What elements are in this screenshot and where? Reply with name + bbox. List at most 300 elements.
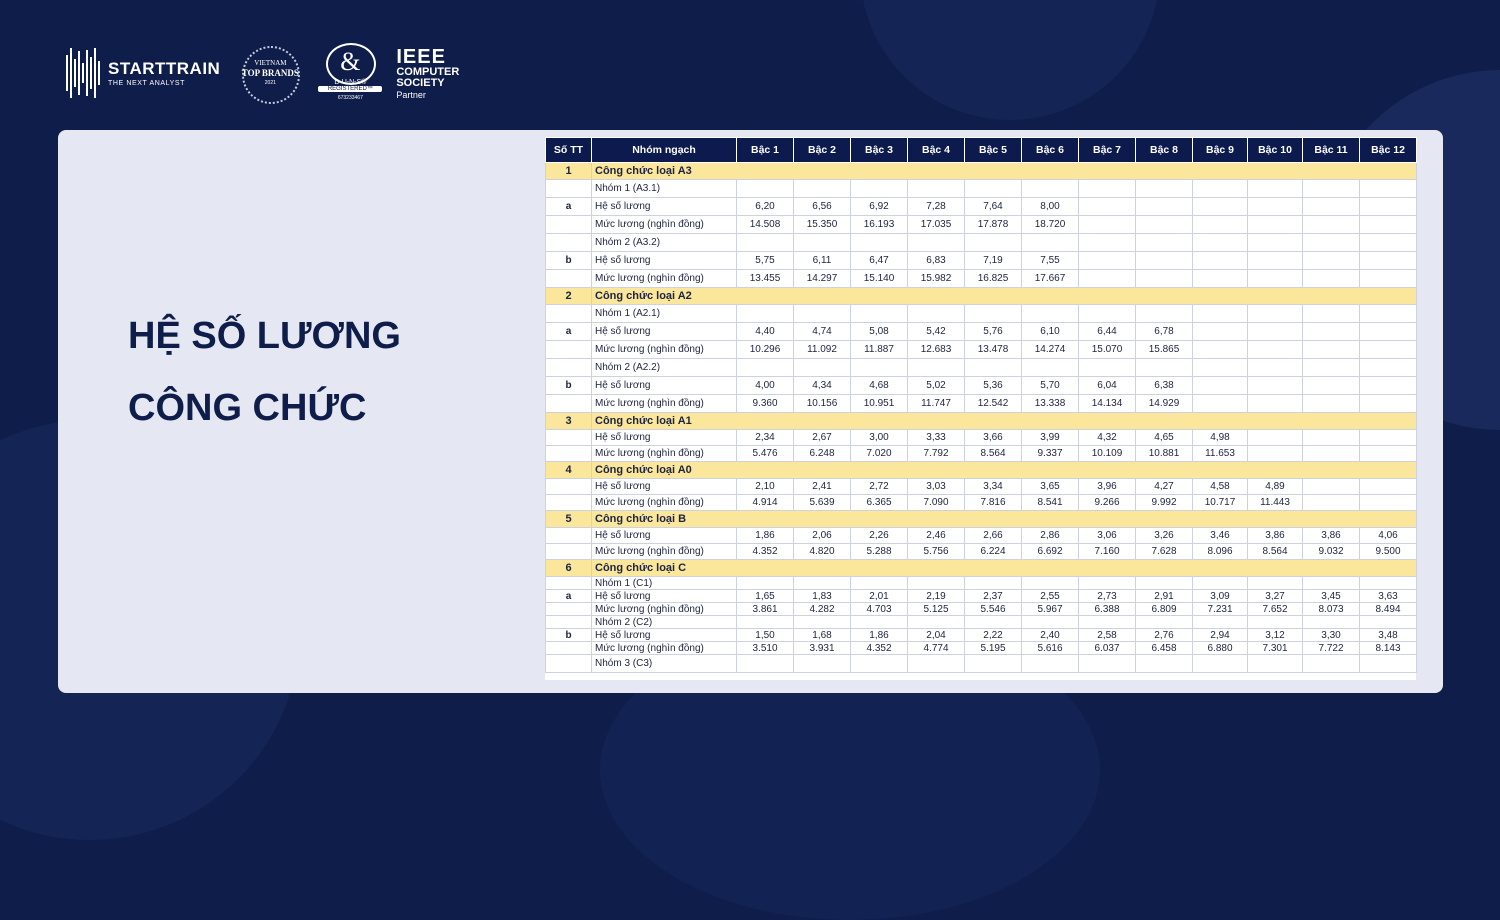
table-cell: 10.717 [1193,495,1248,511]
table-cell [1360,655,1417,673]
table-cell: 4.820 [794,544,851,560]
column-header: Bậc 7 [1079,138,1136,163]
table-cell [1079,234,1136,252]
table-cell: 17.878 [965,216,1022,234]
table-cell [1193,577,1248,590]
table-cell: 7.301 [1248,642,1303,655]
table-cell: 3.861 [737,603,794,616]
table-cell [851,305,908,323]
table-cell [908,305,965,323]
row-number: 4 [546,462,592,479]
table-cell [1360,495,1417,511]
table-cell: 5,36 [965,377,1022,395]
row-number [546,479,592,495]
table-cell [851,577,908,590]
category-row [546,288,1417,305]
row-label: Hệ số lương [592,430,737,446]
table-cell: 6,11 [794,252,851,270]
table-cell: 17.667 [1022,270,1079,288]
table-cell: 4,32 [1079,430,1136,446]
table-cell: 4,98 [1193,430,1248,446]
table-cell: 6,78 [1136,323,1193,341]
table-cell: 2,19 [908,590,965,603]
category-name: Công chức loại C [592,560,1417,577]
table-cell [1248,323,1303,341]
table-cell: 2,10 [737,479,794,495]
row-number: 1 [546,163,592,180]
table-cell [794,655,851,673]
table-cell: 3,86 [1303,528,1360,544]
table-cell [737,234,794,252]
table-cell: 13.338 [1022,395,1079,413]
table-row [546,590,1417,603]
table-cell [794,577,851,590]
table-cell: 15.865 [1136,341,1193,359]
table-row [546,359,1417,377]
table-cell: 18.720 [1022,216,1079,234]
column-header: Bậc 8 [1136,138,1193,163]
table-cell: 2,91 [1136,590,1193,603]
table-cell [908,655,965,673]
row-number: a [546,198,592,216]
table-cell [1136,234,1193,252]
table-cell: 11.092 [794,341,851,359]
category-name: Công chức loại A3 [592,163,1417,180]
table-cell: 3,33 [908,430,965,446]
table-cell [1248,377,1303,395]
table-cell [1193,377,1248,395]
table-cell [851,655,908,673]
table-cell: 3,06 [1079,528,1136,544]
table-cell: 9.032 [1303,544,1360,560]
table-cell: 6.458 [1136,642,1193,655]
table-row [546,603,1417,616]
table-cell: 10.296 [737,341,794,359]
table-body [546,163,1417,673]
table-cell [851,234,908,252]
table-cell: 9.337 [1022,446,1079,462]
table-cell: 7,55 [1022,252,1079,270]
table-cell: 3,99 [1022,430,1079,446]
table-cell [1303,234,1360,252]
table-cell: 6,38 [1136,377,1193,395]
table-cell: 5.476 [737,446,794,462]
table-cell: 3,12 [1248,629,1303,642]
row-label: Nhóm 2 (C2) [592,616,737,629]
row-label: Hệ số lương [592,629,737,642]
table-cell: 2,72 [851,479,908,495]
table-cell: 11.747 [908,395,965,413]
table-cell [1248,395,1303,413]
table-cell: 5.125 [908,603,965,616]
row-number: a [546,323,592,341]
table-cell [1303,359,1360,377]
row-label: Mức lương (nghìn đồng) [592,495,737,511]
table-cell [965,616,1022,629]
table-cell: 6.037 [1079,642,1136,655]
table-cell: 7.792 [908,446,965,462]
table-cell [1079,305,1136,323]
table-cell [1360,270,1417,288]
table-cell: 2,86 [1022,528,1079,544]
table-cell [851,180,908,198]
table-cell [1079,616,1136,629]
table-cell: 7.816 [965,495,1022,511]
table-cell [1360,479,1417,495]
table-cell [1193,252,1248,270]
table-row [546,655,1417,673]
table-cell [1248,616,1303,629]
table-cell [1079,359,1136,377]
table-cell [1360,341,1417,359]
salary-table-container [545,137,1416,680]
table-cell [1193,198,1248,216]
table-cell: 1,83 [794,590,851,603]
table-cell [965,655,1022,673]
row-number [546,270,592,288]
table-cell: 6,83 [908,252,965,270]
category-name: Công chức loại A0 [592,462,1417,479]
table-cell: 6.809 [1136,603,1193,616]
table-cell [965,577,1022,590]
table-cell: 6.880 [1193,642,1248,655]
header-logos [66,44,459,102]
column-header: Bậc 2 [794,138,851,163]
table-cell [1303,655,1360,673]
table-cell [1248,655,1303,673]
duns-registered-badge: & D-U-N-S® REGISTERED™ 673233467 [318,43,382,103]
table-cell [1303,430,1360,446]
row-label: Mức lương (nghìn đồng) [592,642,737,655]
table-cell: 6,04 [1079,377,1136,395]
table-cell: 3,45 [1303,590,1360,603]
table-cell [1303,616,1360,629]
table-cell [737,616,794,629]
row-number [546,616,592,629]
table-cell: 3,86 [1248,528,1303,544]
table-cell [1022,655,1079,673]
table-cell: 4.774 [908,642,965,655]
column-header: Bậc 11 [1303,138,1360,163]
table-cell: 15.982 [908,270,965,288]
table-cell: 10.881 [1136,446,1193,462]
table-cell [1022,234,1079,252]
table-cell [1079,216,1136,234]
table-cell: 5.288 [851,544,908,560]
row-label: Nhóm 2 (A3.2) [592,234,737,252]
table-cell: 15.350 [794,216,851,234]
table-cell: 4.352 [851,642,908,655]
category-name: Công chức loại A1 [592,413,1417,430]
table-row [546,305,1417,323]
table-cell: 6.388 [1079,603,1136,616]
table-cell [1360,198,1417,216]
column-header: Bậc 4 [908,138,965,163]
table-cell [1360,216,1417,234]
table-row [546,629,1417,642]
table-cell: 3,34 [965,479,1022,495]
table-cell: 7.160 [1079,544,1136,560]
table-cell [1303,495,1360,511]
table-cell [1360,234,1417,252]
table-cell [908,359,965,377]
table-cell: 4,89 [1248,479,1303,495]
table-cell: 2,67 [794,430,851,446]
table-cell: 6.365 [851,495,908,511]
table-cell: 7.090 [908,495,965,511]
table-row [546,616,1417,629]
table-row [546,544,1417,560]
table-cell: 6,20 [737,198,794,216]
salary-table [545,137,1417,673]
table-cell [1303,395,1360,413]
table-cell [794,305,851,323]
table-row [546,234,1417,252]
column-header: Số TT [546,138,592,163]
table-cell: 5,08 [851,323,908,341]
table-cell: 17.035 [908,216,965,234]
table-cell: 3,48 [1360,629,1417,642]
table-cell [1360,446,1417,462]
row-number [546,544,592,560]
table-cell: 2,37 [965,590,1022,603]
table-cell [1248,198,1303,216]
category-row [546,413,1417,430]
row-label: Mức lương (nghìn đồng) [592,446,737,462]
row-number [546,446,592,462]
row-label: Hệ số lương [592,590,737,603]
table-cell: 4.352 [737,544,794,560]
ieee-computer-society-logo: IEEE COMPUTER SOCIETY Partner [396,45,460,100]
table-cell [851,359,908,377]
table-cell: 2,40 [1022,629,1079,642]
table-cell: 2,06 [794,528,851,544]
table-cell [1303,180,1360,198]
table-cell: 7.231 [1193,603,1248,616]
brand-tagline: THE NEXT ANALYST [108,80,186,87]
table-cell: 2,66 [965,528,1022,544]
table-row [546,323,1417,341]
table-cell [1303,252,1360,270]
table-cell [1248,430,1303,446]
table-cell: 7.722 [1303,642,1360,655]
table-cell: 10.951 [851,395,908,413]
table-cell: 8.143 [1360,642,1417,655]
table-cell [1360,430,1417,446]
table-cell [965,305,1022,323]
table-cell [908,234,965,252]
table-cell [1360,359,1417,377]
table-cell [737,359,794,377]
row-label: Nhóm 2 (A2.2) [592,359,737,377]
table-cell [1136,655,1193,673]
table-cell: 3,09 [1193,590,1248,603]
category-row [546,560,1417,577]
row-label: Mức lương (nghìn đồng) [592,544,737,560]
table-cell [1193,234,1248,252]
column-header: Nhóm ngạch [592,138,737,163]
table-cell: 4,74 [794,323,851,341]
title-line-2: CÔNG CHỨC [128,387,367,429]
table-cell [794,359,851,377]
column-header: Bậc 6 [1022,138,1079,163]
table-cell: 5.195 [965,642,1022,655]
table-cell: 5,42 [908,323,965,341]
row-label: Hệ số lương [592,479,737,495]
row-label: Hệ số lương [592,528,737,544]
brand-name: STARTTRAIN [108,59,221,78]
table-cell [1360,180,1417,198]
table-cell [1136,616,1193,629]
table-cell: 5,70 [1022,377,1079,395]
table-cell [1193,359,1248,377]
table-cell: 6.248 [794,446,851,462]
table-cell: 3,63 [1360,590,1417,603]
table-cell: 5.967 [1022,603,1079,616]
row-label: Mức lương (nghìn đồng) [592,395,737,413]
table-cell [1136,305,1193,323]
table-cell: 2,04 [908,629,965,642]
table-row [546,341,1417,359]
table-cell: 16.825 [965,270,1022,288]
table-cell [737,305,794,323]
table-cell: 3,65 [1022,479,1079,495]
table-cell: 11.653 [1193,446,1248,462]
table-cell [737,655,794,673]
table-cell: 2,76 [1136,629,1193,642]
table-cell [794,616,851,629]
row-number: 6 [546,560,592,577]
background-decoration [860,0,1160,120]
table-cell: 8.494 [1360,603,1417,616]
row-number: 3 [546,413,592,430]
table-cell: 7.628 [1136,544,1193,560]
table-cell: 8,00 [1022,198,1079,216]
table-cell: 1,50 [737,629,794,642]
table-row [546,180,1417,198]
table-cell: 16.193 [851,216,908,234]
table-cell [1248,577,1303,590]
table-cell: 6,44 [1079,323,1136,341]
row-number: a [546,590,592,603]
category-name: Công chức loại B [592,511,1417,528]
table-cell: 8.564 [965,446,1022,462]
table-cell [794,234,851,252]
table-cell: 5,75 [737,252,794,270]
table-cell: 13.455 [737,270,794,288]
table-cell [1248,305,1303,323]
table-cell [1079,655,1136,673]
row-number [546,495,592,511]
table-cell: 4,06 [1360,528,1417,544]
row-number [546,216,592,234]
table-cell [1079,180,1136,198]
table-cell [1303,216,1360,234]
table-cell: 8.541 [1022,495,1079,511]
starttrain-logo [108,59,220,87]
row-label: Nhóm 1 (A3.1) [592,180,737,198]
table-header-row [546,138,1417,163]
row-label: Mức lương (nghìn đồng) [592,270,737,288]
row-label: Mức lương (nghìn đồng) [592,341,737,359]
row-label: Hệ số lương [592,323,737,341]
table-row [546,479,1417,495]
table-cell [1360,305,1417,323]
table-row [546,377,1417,395]
table-cell: 15.140 [851,270,908,288]
row-number [546,430,592,446]
table-cell [1079,270,1136,288]
table-cell: 4,68 [851,377,908,395]
table-cell: 14.508 [737,216,794,234]
row-number: 5 [546,511,592,528]
table-cell [1136,198,1193,216]
table-cell: 4,00 [737,377,794,395]
table-cell: 12.542 [965,395,1022,413]
table-cell [1248,180,1303,198]
table-cell: 11.887 [851,341,908,359]
table-cell: 14.297 [794,270,851,288]
table-cell: 3,27 [1248,590,1303,603]
row-label: Nhóm 3 (C3) [592,655,737,673]
row-number [546,603,592,616]
table-cell: 4.282 [794,603,851,616]
table-cell [1193,305,1248,323]
table-cell: 7,28 [908,198,965,216]
table-cell: 2,26 [851,528,908,544]
table-cell: 7,64 [965,198,1022,216]
row-label: Hệ số lương [592,198,737,216]
row-number [546,180,592,198]
table-cell: 9.992 [1136,495,1193,511]
table-cell: 2,58 [1079,629,1136,642]
row-number [546,395,592,413]
row-number [546,655,592,673]
category-name: Công chức loại A2 [592,288,1417,305]
table-cell: 3,96 [1079,479,1136,495]
table-cell [1303,479,1360,495]
table-cell: 1,86 [851,629,908,642]
row-number [546,234,592,252]
table-cell: 3,66 [965,430,1022,446]
table-cell: 13.478 [965,341,1022,359]
table-cell [1079,198,1136,216]
table-cell [1303,270,1360,288]
table-cell: 3,30 [1303,629,1360,642]
table-cell [965,234,1022,252]
table-cell: 3.931 [794,642,851,655]
table-cell: 3,26 [1136,528,1193,544]
table-cell [1136,216,1193,234]
table-cell: 2,46 [908,528,965,544]
table-row [546,395,1417,413]
table-row [546,446,1417,462]
table-cell: 3,46 [1193,528,1248,544]
table-cell [1079,577,1136,590]
table-cell: 4.914 [737,495,794,511]
table-cell: 6,10 [1022,323,1079,341]
table-cell [737,577,794,590]
table-cell: 2,94 [1193,629,1248,642]
row-number [546,642,592,655]
table-cell [1022,359,1079,377]
table-cell [1303,323,1360,341]
table-cell [1303,577,1360,590]
table-row [546,216,1417,234]
table-cell [1136,252,1193,270]
table-cell: 2,41 [794,479,851,495]
table-cell [1360,252,1417,270]
